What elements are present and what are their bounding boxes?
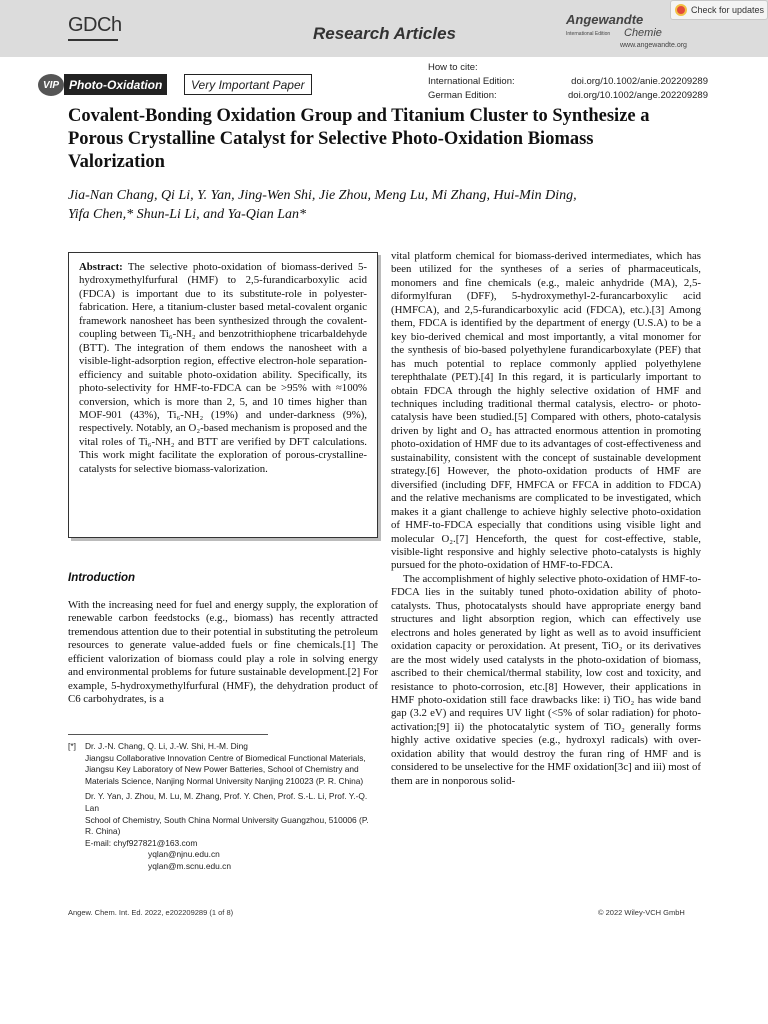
citation-german-doi[interactable]: doi.org/10.1002/ange.202209289 bbox=[568, 90, 708, 101]
author-list bbox=[68, 186, 728, 224]
citation-german-label: German Edition: bbox=[428, 90, 497, 101]
author-line-1: Jia-Nan Chang, Qi Li, Y. Yan, Jing-Wen Shi, Jie Zhou, Meng Lu, Mi Zhang, Hui-Min Ding, bbox=[68, 188, 577, 203]
citation-intl-row bbox=[428, 75, 708, 89]
email-2[interactable]: yqlan@njnu.edu.cn bbox=[148, 849, 220, 860]
journal-logo-chemie: Chemie bbox=[624, 27, 662, 39]
paper-type-tag: Very Important Paper bbox=[184, 74, 312, 95]
citation-label: How to cite: bbox=[428, 62, 478, 73]
right-paragraph-1: vital platform chemical for biomass-derived intermediates, which has been utilized for the syntheses of a series of pharmaceuticals, monomers and fine chemicals (e.g., maleic anhydride (MA), 2,5-diformylfuran (DFF), 5-hydroxymethyl-2-furancarboxylic acid (HMFCA), and 2,5-furandicarboxylic acid (FDCA), etc.).[3] Among them, FDCA is identified by the department of energy (U.S.A) to be a key bio-derived chemical and most importantly, a vital monomer for the synthesis of bio-based polyethylene furandicarboxylate (PEF) that has much potential to replace commonly applied polyethylene terephthalate (PET).[4] In this regard, it is particularly important to obtain FDCA through the highly selective oxidation of HMF and techniques including traditional thermal catalysis, electro- or photo-catalysis have been studied.[5] Compared with others, photo-catalysis driven by light and O₂ has attracted enormous attention in promoting photo-oxidation of HMF due to its advantages of cost-effectiveness and sustainability, consistent with the concept of sustainable development strategy.[6] However, the photo-oxidation products of HMF are diversified (including DFF, HMFCA or FFCA in addition to FDCA) and the relative mechanisms are complicated to be investigated, which makes it a giant challenge to achieve highly selective photo-oxidation of HMF-to-FDCA especially that conditions using visible light and molecular O₂.[7] Henceforth, the quest for cost-effective, stable, visible-light responsive and highly selective photo-catalysts is highly pursued for the photo-oxidation of HMF-to-FDCA. bbox=[391, 250, 701, 572]
email-1[interactable]: chyf927821@163.com bbox=[113, 837, 198, 848]
intro-paragraph-1: With the increasing need for fuel and energy supply, the exploration of renewable carbon feedstocks (e.g., biomass) has recently attracted tremendous attention due to their potential in substituting the petroleum resources to generate value-added fuels or fine chemicals.[1] The efficient valorization of biomass could play a role in solving energy and environmental problems for future sustainable development.[2] For example, 5-hydroxymethylfurfural (HMF), the dehydration product of C6 carbohydrates, is a bbox=[68, 599, 378, 706]
check-for-updates-icon bbox=[675, 4, 687, 16]
abstract-label: Abstract: bbox=[79, 261, 123, 273]
topic-tag: Photo-Oxidation bbox=[64, 74, 167, 95]
publisher-logo: GDCh bbox=[68, 14, 122, 36]
citation-block bbox=[428, 61, 708, 103]
page-footer-copyright: © 2022 Wiley-VCH GmbH bbox=[598, 908, 685, 917]
right-paragraph-2: The accomplishment of highly selective photo-oxidation of HMF-to-FDCA lies in the suitably tuned photo-oxidation ability of photo-catalysts. Thus, photocatalysts should have appropriate energy band structures and light absorption region, which can effectively use electrons and holes generated by light as well as to avoid insufficient oxidation capacity or peroxidation. At present, TiO₂ or its derivatives are the most widely used catalysts in the photo-oxidation of biomass, ascribed to their chemical/thermal stability, low cost and toxicity, and resistance to photo-corrosion, etc.[8] However, their applications in HMF photo-oxidation still face drawbacks like: i) TiO₂ has wide band gap (3.2 eV) and requires UV light (<5% of solar radiation) for photo-activation;[9] ii) the photocatalytic system of TiO₂ generally forms highly active oxidative species (e.g., hydroxyl radicals) with over-oxidation ability that would destroy the furan ring of HMF and is considered to be unselective for the HMF oxidation[3c] and iii) most of them are in nonporous solid- bbox=[391, 572, 701, 787]
email-label: E-mail: bbox=[85, 837, 112, 848]
affiliation-2-names: Dr. Y. Yan, J. Zhou, M. Lu, M. Zhang, Prof. Y. Chen, Prof. S.-L. Li, Prof. Y.-Q. Lan bbox=[85, 791, 368, 813]
footnote-mark: [*] bbox=[68, 741, 76, 751]
journal-edition: International Edition bbox=[566, 31, 611, 37]
check-for-updates-label: Check for updates bbox=[691, 5, 765, 15]
citation-german-row bbox=[428, 89, 708, 103]
footnote-divider bbox=[68, 734, 268, 735]
page-footer-citation: Angew. Chem. Int. Ed. 2022, e202209289 (1 of 8) bbox=[68, 908, 234, 917]
article-title: Covalent-Bonding Oxidation Group and Titanium Cluster to Synthesize a Porous Crystalline Catalyst for Selective Photo-Oxidation Biomass Valorization bbox=[68, 106, 650, 172]
email-row bbox=[85, 838, 378, 850]
abstract-box bbox=[68, 252, 378, 538]
vip-badge: VIP bbox=[38, 74, 64, 96]
citation-intl-doi[interactable]: doi.org/10.1002/anie.202209289 bbox=[571, 76, 708, 87]
publisher-logo-underline bbox=[68, 39, 118, 41]
section-title: Research Articles bbox=[313, 24, 457, 43]
journal-url[interactable]: www.angewandte.org bbox=[620, 42, 687, 49]
check-for-updates-button[interactable] bbox=[670, 0, 768, 20]
affiliation-1-names: Dr. J.-N. Chang, Q. Li, J.-W. Shi, H.-M. Ding bbox=[85, 741, 248, 751]
introduction-heading: Introduction bbox=[68, 572, 136, 584]
right-column-body bbox=[391, 250, 701, 788]
affiliations-footnote bbox=[68, 741, 378, 873]
left-column-body bbox=[68, 599, 378, 707]
author-line-2: Yifa Chen,* Shun-Li Li, and Ya-Qian Lan* bbox=[68, 207, 307, 222]
footnote-body bbox=[85, 741, 378, 873]
journal-logo: Angewandte bbox=[566, 12, 644, 27]
affiliation-1-address: Jiangsu Collaborative Innovation Centre of Biomedical Functional Materials, Jiangsu Key Laboratory of New Power Batteries, School of Chemistry and Materials Science, Nanjing Normal University Nanjing 210023 (P. R. China) bbox=[85, 752, 366, 786]
abstract bbox=[79, 261, 367, 476]
abstract-body: The selective photo-oxidation of biomass-derived 5-hydroxymethylfurfural (HMF) to 2,5-furandicarboxylic acid (FDCA) is important due to its substitute-role in polyester-fabrication. Here, a titanium-cluster based metal-covalent organic framework nanosheet has been synthesized through the covalent-coupling between Ti₆-NH₂ and benzotrithiophene tricarbaldehyde (BTT). The integration of them endows the nanosheet with a visible-light-adsorption region, effective electron-hole separation-efficiency and suitable photo-oxidation ability. Specifically, its photo-selectivity for HMF-to-FDCA can be >95% with ≈100% conversion, which is more than 2, 5, and 10 times higher than MOF-901 (43%), Ti₆-NH₂ (19%) and under-darkness (9%), respectively. Notably, an O₂-based mechanism is proposed and the vital roles of Ti₆-NH₂ and BTT are verified by DFT calculations. This work might facilitate the exploration of porous-crystalline-catalysts for selective biomass-valorization. bbox=[79, 261, 367, 475]
affiliation-2-address: School of Chemistry, South China Normal University Guangzhou, 510006 (P. R. China) bbox=[85, 814, 369, 837]
citation-intl-label: International Edition: bbox=[428, 76, 515, 87]
email-3[interactable]: yqlan@m.scnu.edu.cn bbox=[148, 860, 231, 871]
